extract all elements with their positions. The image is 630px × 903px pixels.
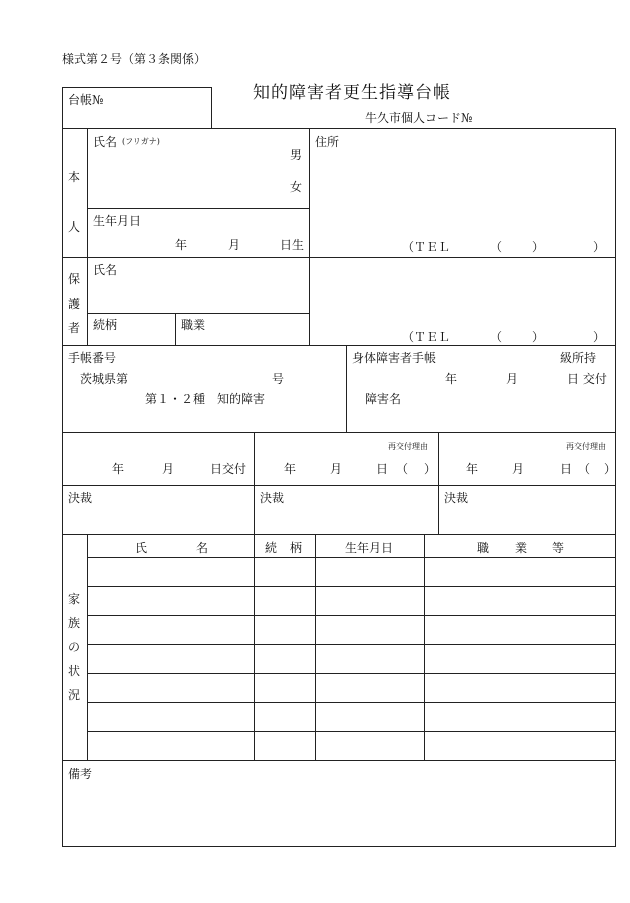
physical-handbook-label: 身体障害者手帳 <box>352 351 437 365</box>
family-side-5: 況 <box>68 688 81 702</box>
reissue2-reason-label: 再交付理由 <box>388 442 428 451</box>
main-form-table <box>62 128 616 847</box>
family-side-4: 状 <box>68 664 81 678</box>
issue3-year: 年 <box>466 462 479 476</box>
family-col-job-2: 業 <box>515 541 528 555</box>
address-label: 住所 <box>315 135 340 149</box>
family-side-2: 族 <box>68 616 81 630</box>
issue3-month: 月 <box>512 462 525 476</box>
person-tel-paren-close: ） <box>532 240 545 254</box>
guardian-side-2: 護 <box>68 297 81 311</box>
issue1-year: 年 <box>112 462 125 476</box>
physical-month-unit: 月 <box>506 372 519 386</box>
guardian-tel-end: ） <box>593 330 606 344</box>
birth-date-label: 生年月日 <box>93 214 142 228</box>
person-side-2: 人 <box>68 220 81 234</box>
family-col-birth: 生年月日 <box>345 541 394 555</box>
family-side-3: の <box>68 640 81 654</box>
guardian-tel-paren-open: （ <box>490 330 503 344</box>
family-col-relation-2: 柄 <box>290 541 303 555</box>
guardian-tel-label: （ＴＥＬ <box>402 330 451 344</box>
family-col-name-1: 氏 <box>135 541 148 555</box>
approval-label-3: 決裁 <box>444 491 469 505</box>
furigana-label: (フリガナ) <box>122 137 160 146</box>
issue2-year: 年 <box>284 462 297 476</box>
male-option[interactable]: 男 <box>290 148 303 162</box>
guardian-job-label: 職業 <box>181 318 206 332</box>
birth-year-unit: 年 <box>175 238 188 252</box>
person-tel-end: ） <box>593 240 606 254</box>
birth-day-unit: 日生 <box>280 238 305 252</box>
form-number-label: 様式第２号（第３条関係） <box>62 52 207 66</box>
guardian-side-1: 保 <box>68 272 81 286</box>
ledger-number-label: 台帳№ <box>68 93 104 107</box>
person-name-label: 氏名 <box>93 135 118 149</box>
issue3-day: 日 <box>560 462 573 476</box>
issue3-paren-close: ） <box>604 462 617 476</box>
family-col-relation-1: 続 <box>265 541 278 555</box>
issue2-paren-close: ） <box>424 462 437 476</box>
handbook-type: 第１・２種 知的障害 <box>145 392 266 406</box>
disability-name-label: 障害名 <box>365 392 402 406</box>
issue3-paren-open: （ <box>578 462 591 476</box>
guardian-side-3: 者 <box>68 321 81 335</box>
person-side-1: 本 <box>68 170 81 184</box>
issue1-month: 月 <box>162 462 175 476</box>
page-title: 知的障害者更生指導台帳 <box>253 83 451 103</box>
approval-label-1: 決裁 <box>68 491 93 505</box>
physical-issued-unit: 日 交付 <box>567 372 607 386</box>
number-unit: 号 <box>272 372 285 386</box>
birth-month-unit: 月 <box>228 238 241 252</box>
remarks-label: 備考 <box>68 767 93 781</box>
issue2-day: 日 <box>376 462 389 476</box>
approval-label-2: 決裁 <box>260 491 285 505</box>
family-col-job-1: 職 <box>477 541 490 555</box>
family-side-1: 家 <box>68 592 81 606</box>
handbook-number-label: 手帳番号 <box>68 351 117 365</box>
reissue3-reason-label: 再交付理由 <box>566 442 606 451</box>
family-col-name-2: 名 <box>196 541 209 555</box>
issue2-month: 月 <box>330 462 343 476</box>
physical-year-unit: 年 <box>445 372 458 386</box>
guardian-name-label: 氏名 <box>93 263 118 277</box>
person-tel-label: （ＴＥＬ <box>402 240 451 254</box>
grade-label: 級所持 <box>560 351 597 365</box>
issue2-paren-open: （ <box>396 462 409 476</box>
female-option[interactable]: 女 <box>290 180 303 194</box>
family-col-job-3: 等 <box>552 541 565 555</box>
prefecture-label: 茨城県第 <box>80 372 129 386</box>
guardian-tel-paren-close: ） <box>532 330 545 344</box>
issue1-day: 日交付 <box>210 462 247 476</box>
person-tel-paren-open: （ <box>490 240 503 254</box>
guardian-relation-label: 続柄 <box>93 318 118 332</box>
city-code-label: 牛久市個人コード№ <box>365 111 473 125</box>
